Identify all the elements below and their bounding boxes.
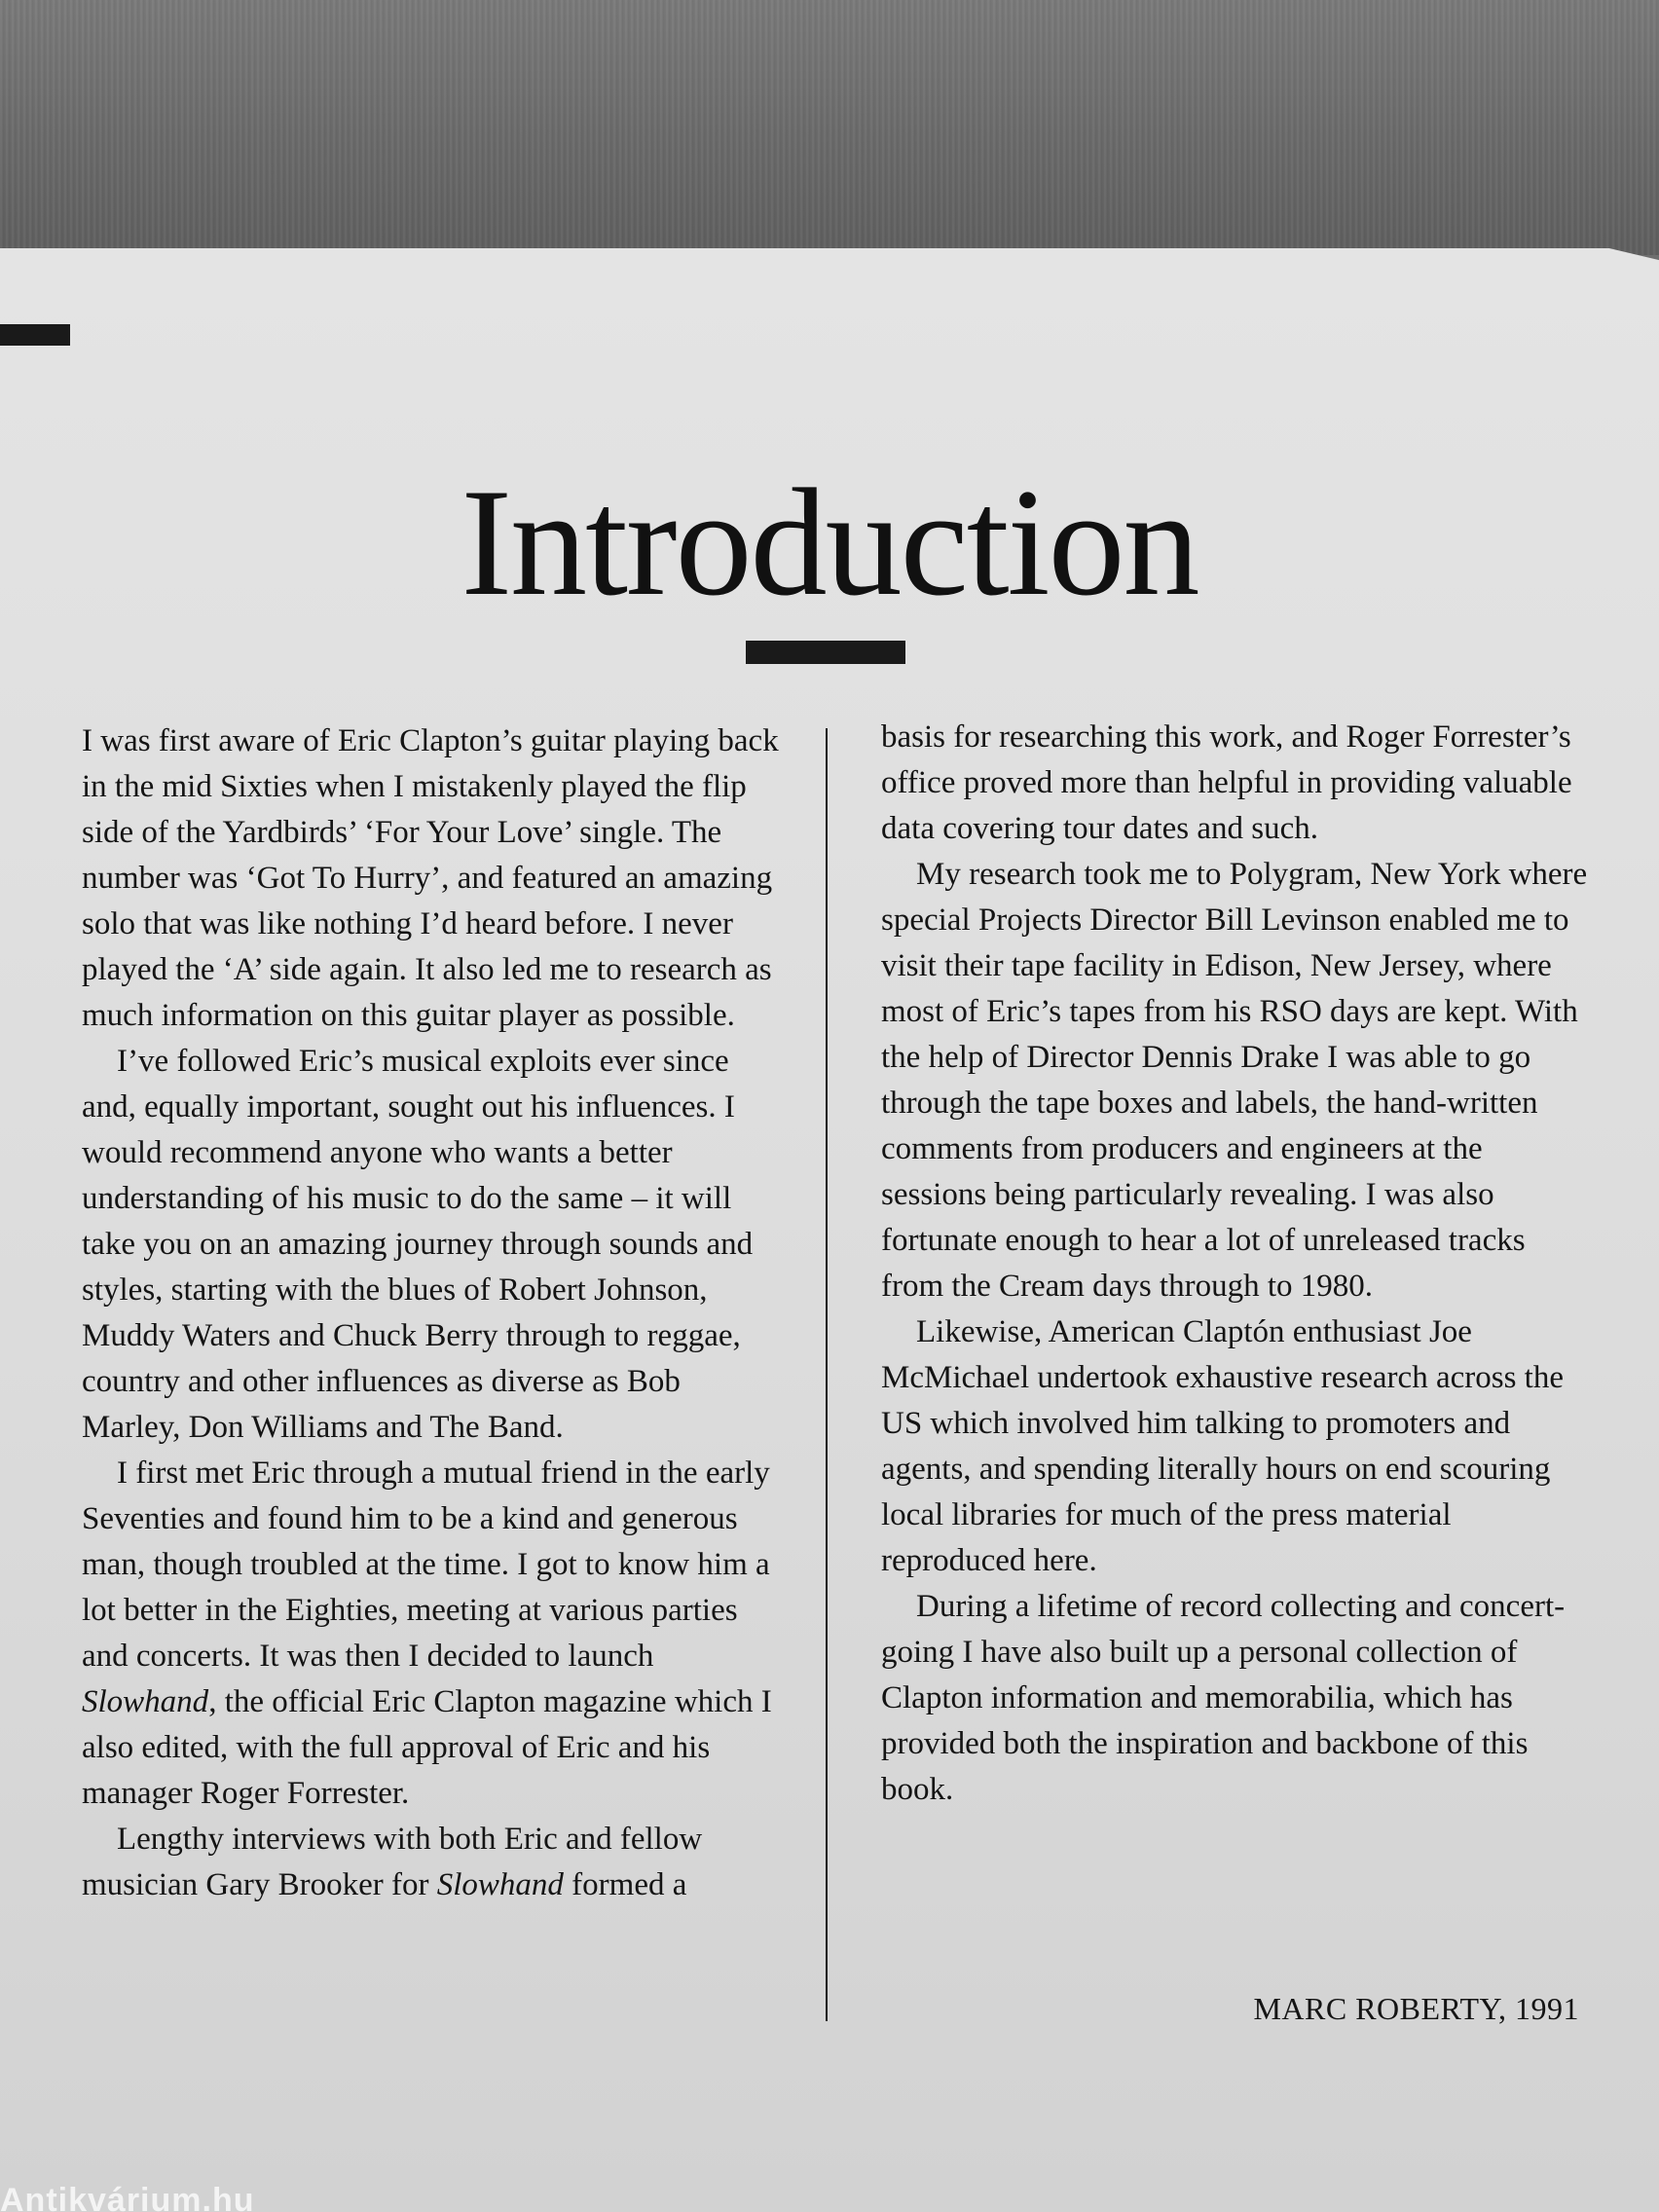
page-title: Introduction [461, 458, 1198, 628]
column-divider [826, 728, 828, 2021]
paragraph: basis for researching this work, and Roger Forrester’s office proved more than helpful in providing valuable data covering tour dates and such. [881, 719, 1572, 846]
paragraph [82, 1817, 779, 1908]
watermark: Antikvárium.hu [0, 2182, 255, 2212]
title-underline-rule [746, 641, 905, 664]
paragraph: I was first aware of Eric Clapton’s guitar playing back in the mid Sixties when I mistakenly played the flip side of the Yardbirds’ ‘For Your Love’ single. The number was ‘Got To Hurry’, and featured an amazing solo that was like nothing I’d heard before. I never played the ‘A’ side again. It also led me to research as much information on this guitar player as possible. [82, 723, 779, 1033]
paragraph: During a lifetime of record collecting and concert-going I have also built up a personal collection of Clapton information and memorabilia, which has provided both the inspiration and backbone of this book. [881, 1589, 1566, 1807]
magazine-title: Slowhand [436, 1867, 564, 1902]
paragraph-text: formed a [563, 1867, 687, 1902]
left-text-column [82, 719, 779, 1908]
paragraph [82, 1451, 779, 1817]
paragraph: Likewise, American Claptón enthusiast Joe McMichael undertook exhaustive research across the US which involved him talking to promoters and agents, and spending literally hours on end scouring local libraries for much of the press material reproduced here. [881, 1314, 1564, 1578]
paragraph-text: , the official Eric Clapton magazine which I also edited, with the full approval of Eric and his manager Roger Forrester. [82, 1684, 772, 1811]
corner-decorative-rule [0, 324, 70, 346]
table-background [0, 0, 1659, 255]
paragraph-text: I first met Eric through a mutual friend in the early Seventies and found him to be a kind and generous man, though troubled at the time. I got to know him a lot better in the Eighties, meeting at various parties and concerts. It was then I decided to launch [82, 1456, 770, 1674]
paragraph-text: Lengthy interviews with both Eric and fellow musician Gary Brooker for [82, 1822, 703, 1902]
right-text-column [881, 715, 1592, 1813]
author-signature: MARC ROBERTY, 1991 [1253, 1991, 1579, 2026]
paragraph: My research took me to Polygram, New York where special Projects Director Bill Levinson enabled me to visit their tape facility in Edison, New Jersey, where most of Eric’s tapes from his RSO days are kept. With the help of Director Dennis Drake I was able to go through the tape boxes and labels, the hand-written comments from producers and engineers at the sessions being particularly revealing. I was also fortunate enough to hear a lot of unreleased tracks from the Cream days through to 1980. [881, 857, 1588, 1304]
magazine-title: Slowhand [82, 1684, 209, 1719]
paragraph: I’ve followed Eric’s musical exploits ever since and, equally important, sought out his influences. I would recommend anyone who wants a better understanding of his music to do the same – it will take you on an amazing journey through sounds and styles, starting with the blues of Robert Johnson, Muddy Waters and Chuck Berry through to reggae, country and other influences as diverse as Bob Marley, Don Williams and The Band. [82, 1044, 754, 1445]
